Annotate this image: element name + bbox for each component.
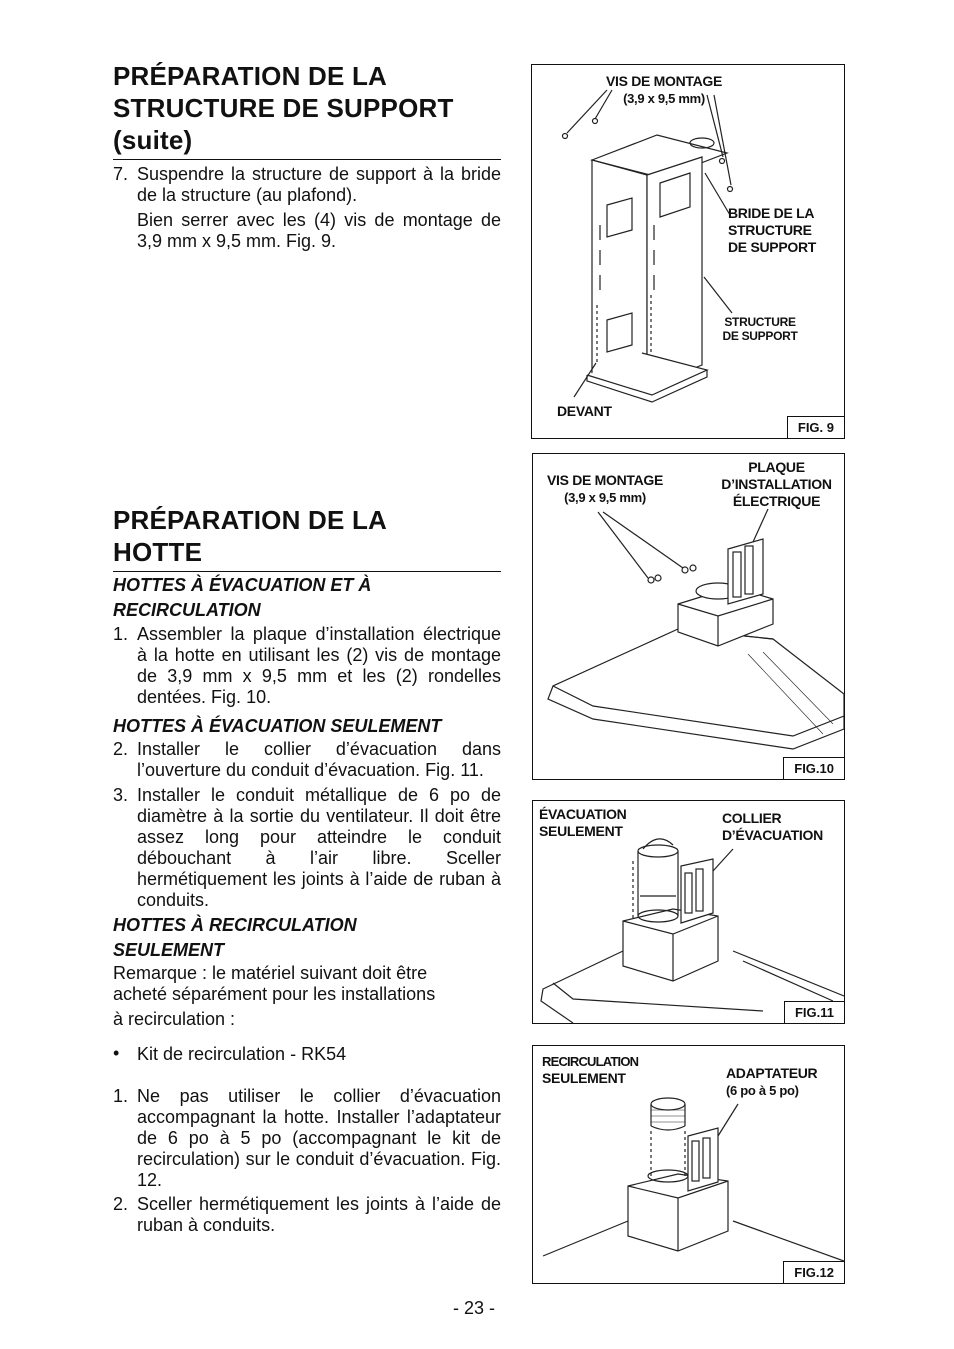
subheading-exhaust-recirc: HOTTES À ÉVACUATION ET À RECIRCULATION (113, 575, 372, 620)
subheading-recirc-only: HOTTES À RECIRCULATION SEULEMENT (113, 915, 357, 960)
section2-rule (113, 571, 501, 572)
fig12-label-adapter: ADAPTATEUR (6 po à 5 po) (726, 1065, 818, 1098)
section1-title: PRÉPARATION DE LA STRUCTURE DE SUPPORT (suite) (113, 61, 454, 155)
subheading-exhaust-only: HOTTES À ÉVACUATION SEULEMENT (113, 716, 442, 736)
fig9-label-screws: VIS DE MONTAGE (3,9 x 9,5 mm) (605, 73, 723, 106)
bullet-dot: • (113, 1043, 120, 1063)
figure-11 (532, 800, 845, 1024)
fig9-caption: FIG. 9 (787, 416, 844, 438)
hood-step-1: 1. Assembler la plaque d’installation électrique à la hotte en utilisant les (2) vis de montage de 3,9 mm x 9,5 mm et les (2) rondelles dentées. Fig. 10. (113, 624, 501, 707)
fig10-caption: FIG.10 (783, 757, 844, 779)
step-7-text-2: Bien serrer avec les (4) vis de montage de 3,9 mm x 9,5 mm. Fig. 9. (137, 210, 501, 251)
fig10-label-screws: VIS DE MONTAGE (3,9 x 9,5 mm) (546, 472, 664, 505)
section1-rule (113, 159, 501, 160)
fig10-label-plate: PLAQUE D’INSTALLATION ÉLECTRIQUE (721, 459, 832, 509)
step-7-text: Suspendre la structure de support à la bride de la structure (au plafond). (137, 164, 501, 205)
remark: Remarque : le matériel suivant doit être acheté séparément pour les installations à recirculation : (113, 963, 436, 1029)
fig9-label-bracket: BRIDE DE LA STRUCTURE DE SUPPORT (728, 205, 817, 255)
fig11-caption: FIG.11 (784, 1001, 844, 1023)
fig12-caption: FIG.12 (783, 1261, 844, 1283)
page-number: - 23 - (453, 1298, 496, 1318)
fig11-label-exhaust: ÉVACUATION SEULEMENT (539, 806, 627, 839)
figure-10 (532, 453, 845, 780)
figure-9 (531, 64, 845, 439)
fig11-label-collar: COLLIER D’ÉVACUATION (722, 810, 823, 843)
section2-title: PRÉPARATION DE LA HOTTE (113, 505, 388, 567)
fig9-label-structure: STRUCTURE DE SUPPORT (722, 315, 798, 343)
figure-12 (532, 1045, 845, 1284)
fig9-label-front: DEVANT (557, 403, 612, 419)
fig12-label-recirc: RECIRCULATION SEULEMENT (542, 1054, 639, 1086)
